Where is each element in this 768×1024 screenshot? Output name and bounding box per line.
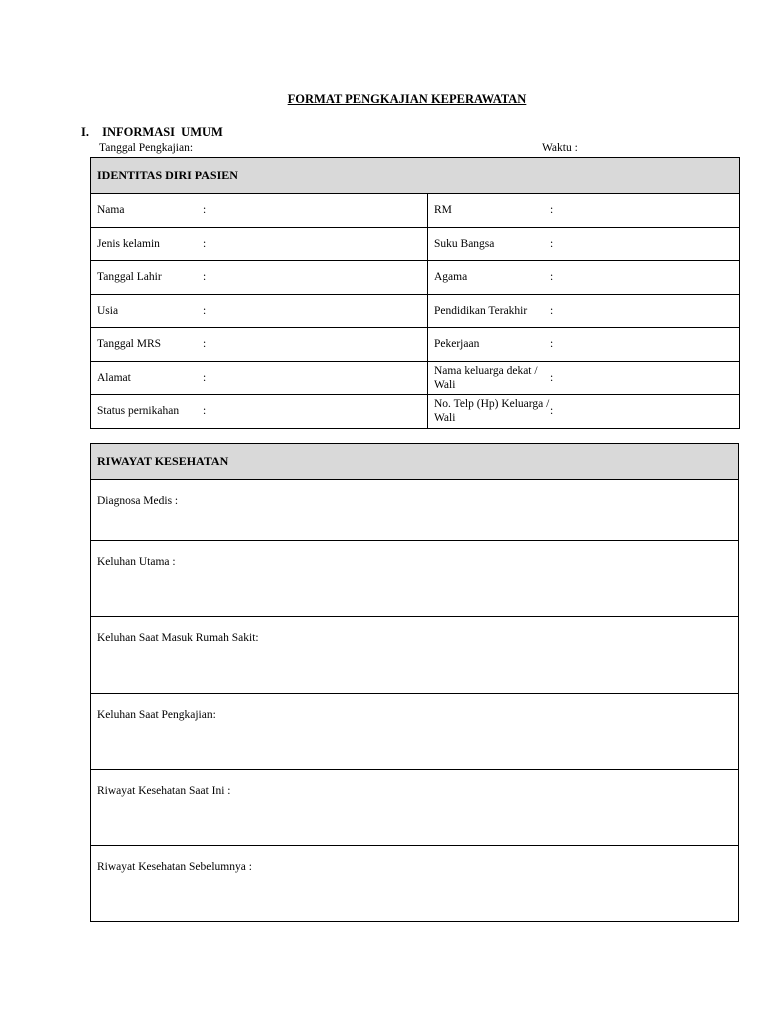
field-colon: :	[203, 405, 207, 418]
riwayat-field[interactable]: Keluhan Saat Pengkajian:	[91, 694, 739, 770]
identitas-row	[91, 361, 740, 395]
field-colon: :	[203, 237, 207, 250]
riwayat-field[interactable]: Keluhan Utama :	[91, 541, 739, 617]
identitas-cell-left[interactable]	[91, 261, 428, 295]
riwayat-field[interactable]: Keluhan Saat Masuk Rumah Sakit:	[91, 617, 739, 694]
field-label: Status pernikahan	[97, 405, 180, 418]
field-colon: :	[550, 405, 554, 418]
riwayat-table	[90, 443, 739, 922]
identitas-cell-right[interactable]	[428, 261, 740, 295]
field-colon: :	[550, 338, 554, 351]
riwayat-field[interactable]: Riwayat Kesehatan Sebelumnya :	[91, 846, 739, 922]
field-label: Nama	[97, 204, 125, 217]
field-colon: :	[203, 271, 207, 284]
field-colon: :	[550, 304, 554, 317]
identitas-cell-left[interactable]	[91, 395, 428, 429]
field-label: Usia	[97, 304, 119, 317]
section-number: I.	[81, 125, 89, 139]
field-colon: :	[550, 271, 554, 284]
field-colon: :	[550, 237, 554, 250]
field-label: No. Telp (Hp) Keluarga / Wali	[434, 398, 550, 425]
tanggal-pengkajian-label: Tanggal Pengkajian:	[99, 142, 194, 154]
waktu-label: Waktu :	[542, 142, 578, 154]
field-label: Alamat	[97, 371, 131, 384]
section-title: INFORMASI UMUM	[102, 125, 223, 139]
identitas-cell-left[interactable]	[91, 361, 428, 395]
field-colon: :	[203, 304, 207, 317]
field-colon: :	[203, 371, 207, 384]
identitas-cell-left[interactable]	[91, 227, 428, 261]
identitas-cell-right[interactable]	[428, 194, 740, 228]
identitas-cell-right[interactable]	[428, 294, 740, 328]
field-colon: :	[550, 204, 554, 217]
identitas-table	[90, 157, 740, 429]
field-label: Suku Bangsa	[434, 237, 495, 250]
identitas-cell-right[interactable]	[428, 361, 740, 395]
field-colon: :	[203, 338, 207, 351]
identitas-row	[91, 328, 740, 362]
field-label: RM	[434, 204, 452, 217]
riwayat-header: RIWAYAT KESEHATAN	[91, 444, 739, 480]
field-label: Pekerjaan	[434, 338, 480, 351]
identitas-cell-left[interactable]	[91, 294, 428, 328]
identitas-header: IDENTITAS DIRI PASIEN	[91, 158, 740, 194]
field-label: Agama	[434, 271, 468, 284]
field-label: Tanggal Lahir	[97, 271, 162, 284]
identitas-cell-right[interactable]	[428, 328, 740, 362]
field-colon: :	[203, 204, 207, 217]
field-label: Nama keluarga dekat / Wali	[434, 364, 538, 391]
identitas-cell-left[interactable]	[91, 194, 428, 228]
identitas-cell-left[interactable]	[91, 328, 428, 362]
document-title: FORMAT PENGKAJIAN KEPERAWATAN	[287, 92, 527, 106]
section-heading	[81, 125, 223, 140]
identitas-row	[91, 395, 740, 429]
field-label: Tanggal MRS	[97, 338, 162, 351]
identitas-cell-right[interactable]	[428, 227, 740, 261]
identitas-row	[91, 194, 740, 228]
identitas-row	[91, 261, 740, 295]
field-label: Pendidikan Terakhir	[434, 304, 528, 317]
field-colon: :	[550, 371, 554, 384]
identitas-cell-right[interactable]	[428, 395, 740, 429]
riwayat-field[interactable]: Diagnosa Medis :	[91, 480, 739, 541]
field-label: Jenis kelamin	[97, 237, 160, 250]
riwayat-field[interactable]: Riwayat Kesehatan Saat Ini :	[91, 770, 739, 846]
identitas-row	[91, 294, 740, 328]
identitas-row	[91, 227, 740, 261]
